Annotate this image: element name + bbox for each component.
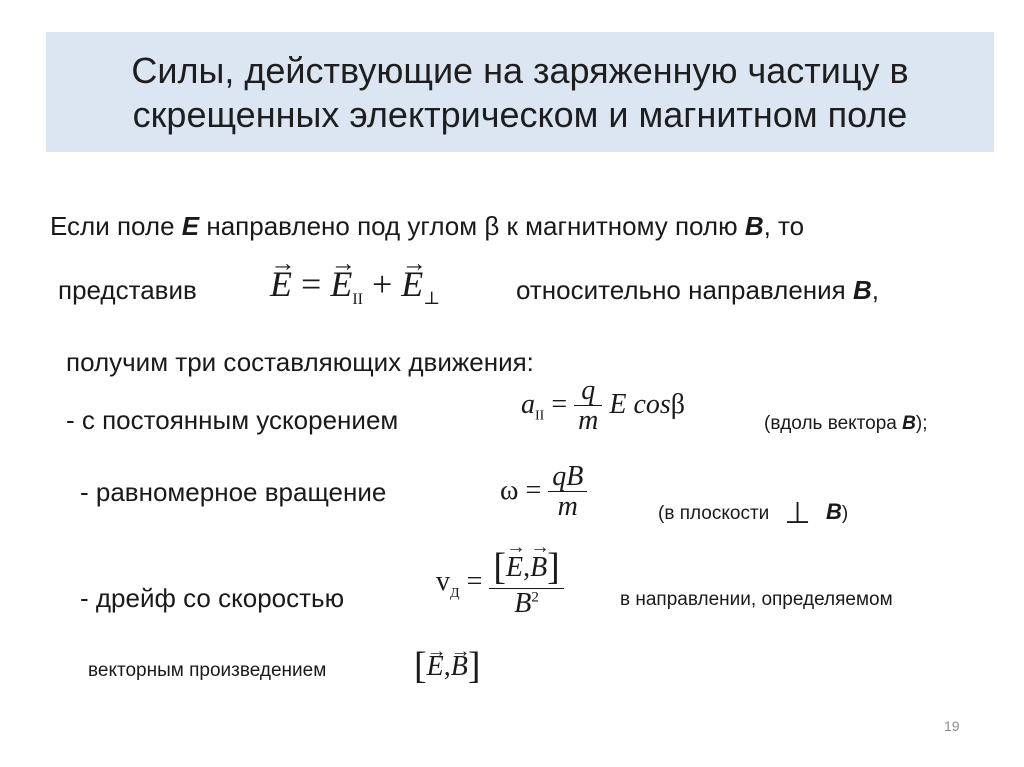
title-banner — [46, 32, 994, 152]
relative-direction-text: относительно направления B, — [516, 275, 879, 305]
vector-product-formula: [→ E,→ B] — [414, 646, 480, 687]
slide-title-line-1: Силы, действующие на заряженную частицу в — [131, 50, 909, 91]
drift-note: в направлении, определяемом — [620, 589, 893, 610]
item-acceleration-label: - с постоянным ускорением — [66, 405, 399, 435]
acceleration-note: (вдоль вектора B); — [764, 413, 928, 434]
vector-b-label: B — [744, 211, 764, 241]
vector-product-label: векторным произведением — [88, 660, 327, 681]
acceleration-formula: $a_{II}$ = $\frac{q}{m}$ E cosβ — [521, 375, 686, 437]
drift-velocity-formula: $v_Д$ = $\frac{[\to E,\to B]}{B^2}$ — [436, 548, 564, 619]
page-number: 19 — [944, 718, 960, 734]
perpendicular-icon: ⊥ — [784, 497, 811, 530]
vector-e-label: E — [181, 211, 200, 241]
representing-label: представив — [58, 275, 197, 305]
slide-title-line-2: скрещенных электрическом и магнитном поле — [132, 94, 908, 135]
item-drift-label: - дрейф со скоростью — [80, 583, 345, 613]
rotation-note: (в плоскости ⊥ B) — [658, 497, 849, 530]
intro-line: Если поле E направлено под углом β к магнитному полю B, то — [50, 211, 805, 241]
decomposition-formula: → E = → $E_{II}$ + → $E_\perp$ — [270, 262, 440, 322]
item-rotation-label: - равномерное вращение — [80, 477, 387, 507]
components-intro: получим три составляющих движения: — [66, 347, 534, 377]
omega-formula: ω = $\frac{qB}{m}$ — [500, 462, 587, 523]
